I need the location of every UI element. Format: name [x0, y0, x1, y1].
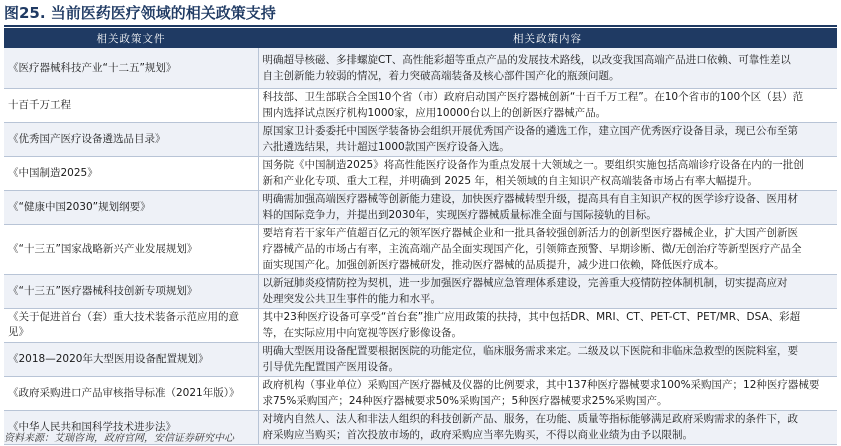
- content-line: 要培育若干家年产值超百亿元的领军医疗器械企业和一批具备较强创新活力的创新型医疗器械企业，扩大国产创新医: [262, 227, 798, 239]
- policy-name-text: 《关于促进首台（套）重大技术装备示范应用的意见》: [8, 311, 239, 338]
- policy-content: [258, 274, 837, 308]
- content-line: 府采购应当购买；首次投放市场的，政府采购应当率先购买，不得以商业业绩为由予以限制。: [262, 429, 693, 441]
- policy-name: 《“十三五”国家战略新兴产业发展规划》: [4, 224, 258, 274]
- policy-name: 《中华人民共和国科学技术进步法》: [4, 410, 258, 444]
- policy-name: [4, 308, 258, 342]
- content-line: 新和产业化专项、重大工程，并明确到 2025 年，相关领域的自主知识产权高端装备市场占有率大幅提升。: [262, 175, 758, 187]
- policy-table: [4, 28, 837, 445]
- column-header-policy: 相关政策文件: [4, 28, 258, 48]
- policy-content: [258, 224, 837, 274]
- figure-title: 图25. 当前医药医疗领域的相关政策支持: [4, 4, 276, 22]
- policy-name: 《2018—2020年大型医用设备配置规划》: [4, 342, 258, 376]
- content-line: 自主创新能力较弱的情况，着力突破高端装备及核心部件国产化的瓶颈问题。: [262, 69, 620, 82]
- content-line: 疗器械产品的市场占有率，主流高端产品全面实现国产化，引领筛查预警、早期诊断、微/无创治疗等新型医疗产品全: [262, 243, 802, 255]
- source-note: 资料来源：艾瑞咨询，政府官网，安信证券研究中心: [4, 433, 234, 444]
- table-row: [4, 308, 837, 342]
- content-line: 对境内自然人、法人和非法人组织的科技创新产品、服务，在功能、质量等指标能够满足政府采购需求的条件下，政: [262, 413, 798, 425]
- content-line: 明确需加强高端医疗器械等创新能力建设，加快医疗器械转型升级，提高具有自主知识产权的医学诊疗设备、医用材: [262, 193, 798, 205]
- policy-name: 十百千万工程: [4, 88, 258, 122]
- content-line: 明确大型医用设备配置要根据医院的功能定位，临床服务需求来定。二级及以下医院和非临床急救型的医院料室，要: [262, 345, 798, 357]
- policy-name: 《医疗器械科技产业“十二五”规划》: [4, 48, 258, 88]
- table-row: [4, 376, 837, 410]
- table-header-row: [4, 28, 837, 48]
- table-row: [4, 190, 837, 224]
- policy-name: 《“十三五”医疗器械科技创新专项规划》: [4, 274, 258, 308]
- content-line: 处理突发公共卫生事件的能力和水平。: [262, 293, 441, 305]
- content-line: 围内选择试点医疗机构1000家，应用10000台以上的创新医疗器械产品。: [262, 107, 607, 119]
- content-line: 面实现国产化。加强创新医疗器械研发，推动医疗器械的品质提升，减少进口依赖，降低医疗成本。: [262, 259, 725, 271]
- table-row: [4, 224, 837, 274]
- title-divider: [4, 25, 837, 27]
- content-line: 料的国际竞争力，并提出到2030年，实现医疗器械质量标准全面与国际接轨的目标。: [262, 209, 657, 221]
- content-line: 以新冠肺炎疫情防控为契机，进一步加强医疗器械应急管理体系建设，完善重大疫情防控体制机制，切实提高应对: [262, 277, 788, 289]
- table-row: [4, 122, 837, 156]
- policy-content: [258, 376, 837, 410]
- table-row: [4, 274, 837, 308]
- content-line: 科技部、卫生部联合全国10个省（市）政府启动国产医疗器械创新“十百千万工程”。在10个省市的100个区（县）范: [262, 91, 804, 103]
- policy-content: [258, 308, 837, 342]
- policy-content: [258, 156, 837, 190]
- content-line: 原国家卫计委委托中国医学装备协会组织开展优秀国产设备的遴选工作，建立国产优秀医疗设备目录，现已公布至第: [262, 125, 798, 137]
- table-row: [4, 88, 837, 122]
- table-row: [4, 48, 837, 88]
- policy-name: 《政府采购进口产品审核指导标准（2021年版）》: [4, 376, 258, 410]
- table-row: [4, 156, 837, 190]
- table-row: [4, 342, 837, 376]
- content-line: 国务院《中国制造2025》将高性能医疗设备作为重点发展十大领域之一。要组织实施包括高端诊疗设备在内的一批创: [262, 159, 804, 171]
- content-line: 求75%采购国产；24种医疗器械要求50%采购国产；5种医疗器械要求25%采购国产。: [262, 395, 668, 407]
- content-line: 其中23种医疗设备可享受“首台套”推广应用政策的扶持，其中包括DR、MRI、CT、PET-CT、PET/MR、DSA、彩超: [262, 311, 801, 323]
- column-header-content: 相关政策内容: [258, 28, 837, 48]
- content-line: 等，在实际应用中向宽视等医疗影像设备。: [262, 327, 462, 339]
- policy-content: [258, 88, 837, 122]
- content-line: 引导优先配置国产医用设备。: [262, 361, 399, 373]
- policy-content: [258, 122, 837, 156]
- policy-name: 《“健康中国2030”规划纲要》: [4, 190, 258, 224]
- policy-content: [258, 342, 837, 376]
- policy-content: [258, 410, 837, 444]
- policy-name: 《中国制造2025》: [4, 156, 258, 190]
- content-line: 政府机构（事业单位）采购国产医疗器械及仪器的比例要求，其中137种医疗器械要求100%采购国产；12种医疗器械要: [262, 379, 820, 391]
- content-line: 明确超导核磁、多排螺旋CT、高性能彩超等重点产品的发展技术路线，以改变我国高端产品进口依赖、可靠性差以: [262, 53, 791, 66]
- policy-name: 《优秀国产医疗设备遴选品目录》: [4, 122, 258, 156]
- content-line: 六批遴选结果，共计超过1000款国产医疗设备入选。: [262, 141, 510, 153]
- policy-content: [258, 48, 837, 88]
- policy-content: [258, 190, 837, 224]
